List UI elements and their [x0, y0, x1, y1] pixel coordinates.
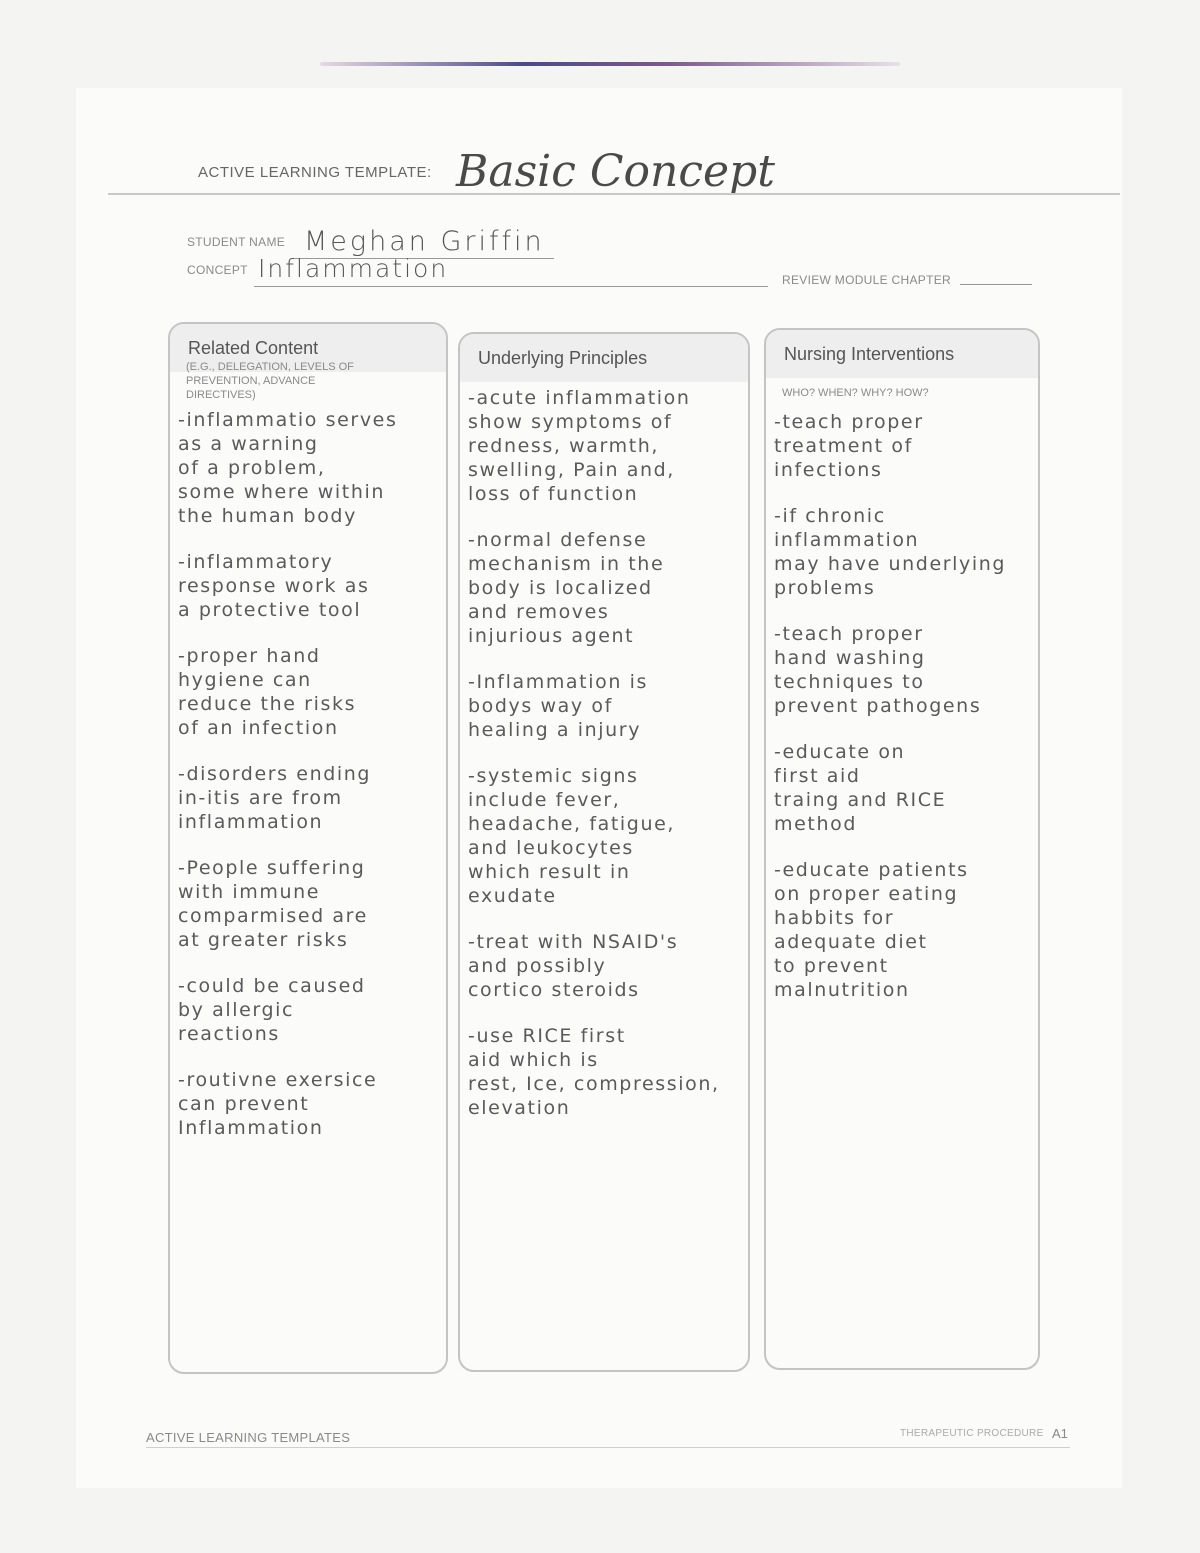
nursing-interventions-box	[764, 328, 1040, 1370]
review-module-label: REVIEW MODULE CHAPTER	[782, 273, 951, 287]
note-item: -treat with NSAID's and possibly cortico steroids	[468, 931, 679, 1001]
note-item: -teach proper treatment of infections	[774, 411, 924, 481]
nursing-interventions-heading: Nursing Interventions	[766, 330, 1038, 378]
note-item: -educate patients on proper eating habbits for adequate diet to prevent malnutrition	[774, 859, 969, 1001]
note-item: -Inflammation is bodys way of healing a injury	[468, 671, 648, 741]
student-name-value: Meghan Griffin	[304, 226, 545, 257]
footer-page-code: A1	[1052, 1426, 1068, 1441]
note-item: -proper hand hygiene can reduce the risks of an infection	[178, 645, 357, 739]
nursing-interventions-notes	[766, 400, 1038, 1002]
underlying-principles-box	[458, 332, 750, 1372]
concept-line	[254, 286, 768, 287]
note-item: -if chronic inflammation may have underlying problems	[774, 505, 1007, 599]
related-content-subtitle: (E.G., DELEGATION, LEVELS OF PREVENTION, ADVANCE DIRECTIVES)	[186, 361, 354, 401]
related-content-notes	[170, 402, 446, 1140]
footer-divider	[146, 1447, 1070, 1448]
footer-section: THERAPEUTIC PROCEDURE	[900, 1428, 1044, 1439]
student-name-label: STUDENT NAME	[187, 235, 286, 249]
template-title: Basic Concept	[456, 146, 775, 197]
review-module-line	[960, 284, 1032, 285]
underlying-principles-heading: Underlying Principles	[460, 334, 748, 382]
concept-label: CONCEPT	[187, 263, 248, 277]
note-item: -inflammatio serves as a warning of a problem, some where within the human body	[178, 409, 398, 527]
note-item: -inflammatory response work as a protective tool	[178, 551, 370, 621]
note-item: -normal defense mechanism in the body is localized and removes injurious agent	[468, 529, 665, 647]
nursing-interventions-subtitle: WHO? WHEN? WHY? HOW?	[782, 387, 929, 399]
note-item: -People suffering with immune comparmised are at greater risks	[178, 857, 368, 951]
template-label: ACTIVE LEARNING TEMPLATE:	[198, 164, 432, 181]
underlying-principles-notes	[460, 382, 748, 1120]
header-divider	[108, 193, 1120, 195]
related-content-box	[168, 322, 448, 1374]
pen-stroke-mark	[320, 62, 900, 66]
note-item: -use RICE first aid which is rest, Ice, compression, elevation	[468, 1025, 720, 1119]
note-item: -disorders ending in-itis are from inflammation	[178, 763, 372, 833]
concept-value: Inflammation	[258, 254, 449, 283]
note-item: -educate on first aid traing and RICE method	[774, 741, 947, 835]
note-item: -could be caused by allergic reactions	[178, 975, 366, 1045]
note-item: -systemic signs include fever, headache, fatigue, and leukocytes which result in exudate	[468, 765, 676, 907]
note-item: -acute inflammation show symptoms of redness, warmth, swelling, Pain and, loss of function	[468, 387, 691, 505]
footer-title: ACTIVE LEARNING TEMPLATES	[146, 1430, 351, 1445]
note-item: -teach proper hand washing techniques to prevent pathogens	[774, 623, 982, 717]
related-content-heading: Related Content	[170, 324, 446, 372]
note-item: -routivne exersice can prevent Inflammation	[178, 1069, 378, 1139]
